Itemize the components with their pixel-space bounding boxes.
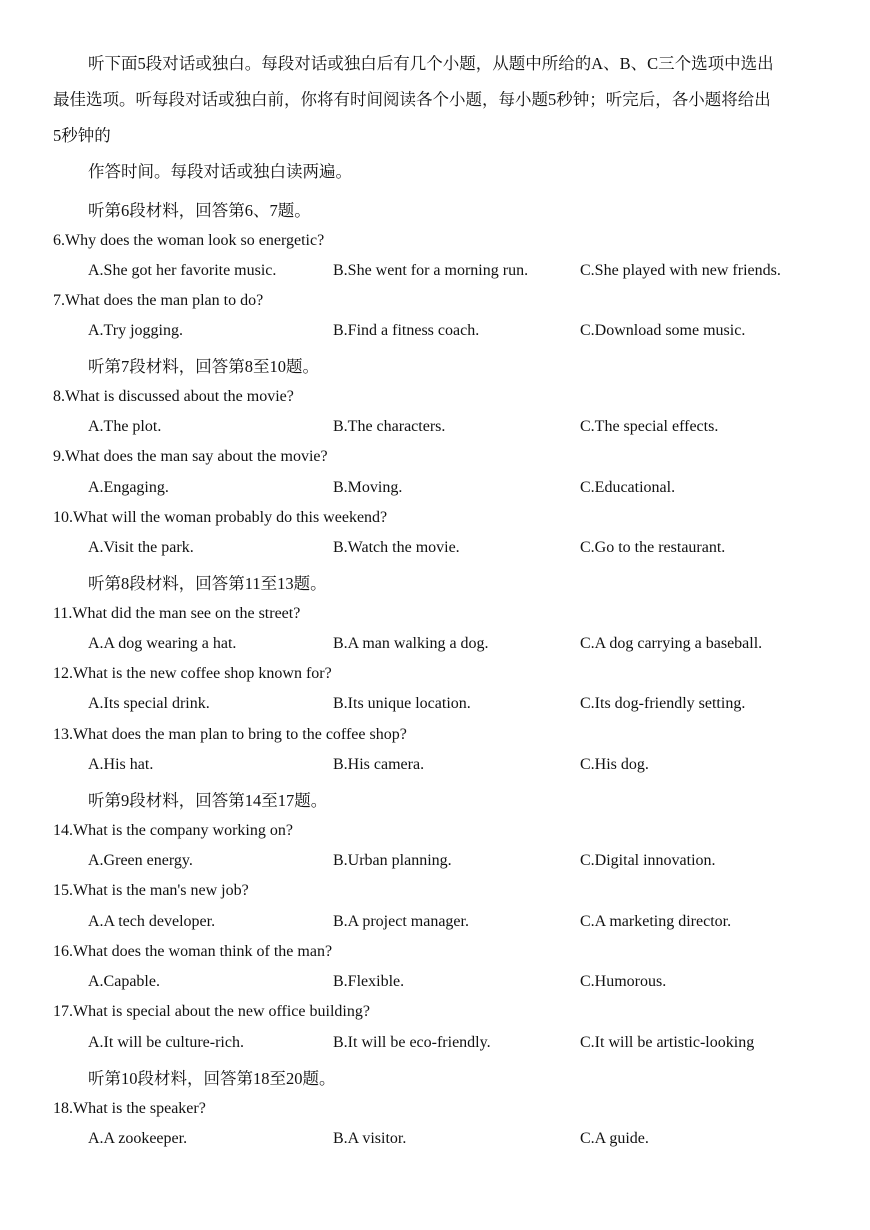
option-a: A.Try jogging. bbox=[88, 322, 183, 339]
instruction-line: 作答时间。每段对话或独白读两遍。 bbox=[88, 162, 352, 181]
option-a: A.A zookeeper. bbox=[88, 1130, 188, 1147]
option-b: B.She went for a morning run. bbox=[333, 262, 529, 279]
option-b: B.It will be eco-friendly. bbox=[333, 1034, 491, 1051]
option-a: A.Its special drink. bbox=[88, 695, 210, 712]
option-a: A.Visit the park. bbox=[88, 539, 194, 556]
option-c: C.His dog. bbox=[580, 756, 649, 773]
option-b: B.Find a fitness coach. bbox=[333, 322, 480, 339]
option-b: B.A visitor. bbox=[333, 1130, 407, 1147]
question-stem: 7.What does the man plan to do? bbox=[53, 292, 264, 309]
question-stem: 15.What is the man's new job? bbox=[53, 882, 249, 899]
instruction-line: 听下面5段对话或独白。每段对话或独白后有几个小题，从题中所给的A、B、C三个选项中选出 bbox=[88, 54, 774, 73]
option-b: B.Flexible. bbox=[333, 973, 405, 990]
option-a: A.The plot. bbox=[88, 418, 162, 435]
option-c: C.Go to the restaurant. bbox=[580, 539, 726, 556]
section-heading: 听第7段材料，回答第8至10题。 bbox=[88, 357, 319, 376]
question-stem: 12.What is the new coffee shop known for? bbox=[53, 665, 332, 682]
instruction-line: 5秒钟的 bbox=[53, 126, 111, 145]
option-a: A.Capable. bbox=[88, 973, 160, 990]
question-stem: 10.What will the woman probably do this weekend? bbox=[53, 509, 388, 526]
section-heading: 听第6段材料，回答第6、7题。 bbox=[88, 201, 311, 220]
option-b: B.A project manager. bbox=[333, 913, 469, 930]
option-b: B.Watch the movie. bbox=[333, 539, 460, 556]
question-stem: 8.What is discussed about the movie? bbox=[53, 388, 294, 405]
option-c: C.A marketing director. bbox=[580, 913, 732, 930]
option-c: C.Its dog-friendly setting. bbox=[580, 695, 746, 712]
option-a: A.It will be culture-rich. bbox=[88, 1034, 244, 1051]
option-b: B.Moving. bbox=[333, 479, 403, 496]
option-c: C.She played with new friends. bbox=[580, 262, 781, 279]
option-c: C.It will be artistic-looking bbox=[580, 1034, 755, 1051]
option-b: B.His camera. bbox=[333, 756, 425, 773]
section-heading: 听第9段材料，回答第14至17题。 bbox=[88, 791, 328, 810]
question-stem: 11.What did the man see on the street? bbox=[53, 605, 301, 622]
option-a: A.A tech developer. bbox=[88, 913, 216, 930]
option-c: C.Educational. bbox=[580, 479, 676, 496]
option-b: B.The characters. bbox=[333, 418, 446, 435]
option-a: A.His hat. bbox=[88, 756, 154, 773]
option-c: C.The special effects. bbox=[580, 418, 719, 435]
option-a: A.Green energy. bbox=[88, 852, 193, 869]
instructions bbox=[53, 46, 823, 190]
question-stem: 18.What is the speaker? bbox=[53, 1100, 206, 1117]
option-c: C.Humorous. bbox=[580, 973, 667, 990]
section-heading: 听第10段材料，回答第18至20题。 bbox=[88, 1069, 336, 1088]
option-b: B.Its unique location. bbox=[333, 695, 471, 712]
question-stem: 16.What does the woman think of the man? bbox=[53, 943, 333, 960]
instruction-line: 最佳选项。听每段对话或独白前，你将有时间阅读各个小题，每小题5秒钟；听完后，各小题将给出 bbox=[53, 90, 771, 109]
option-c: C.A guide. bbox=[580, 1130, 649, 1147]
option-c: C.A dog carrying a baseball. bbox=[580, 635, 763, 652]
question-stem: 6.Why does the woman look so energetic? bbox=[53, 232, 325, 249]
question-stem: 9.What does the man say about the movie? bbox=[53, 448, 328, 465]
option-c: C.Digital innovation. bbox=[580, 852, 716, 869]
question-stem: 14.What is the company working on? bbox=[53, 822, 293, 839]
option-c: C.Download some music. bbox=[580, 322, 746, 339]
option-a: A.She got her favorite music. bbox=[88, 262, 277, 279]
option-a: A.Engaging. bbox=[88, 479, 169, 496]
question-stem: 17.What is special about the new office building? bbox=[53, 1003, 370, 1020]
option-b: B.A man walking a dog. bbox=[333, 635, 489, 652]
option-b: B.Urban planning. bbox=[333, 852, 452, 869]
option-a: A.A dog wearing a hat. bbox=[88, 635, 237, 652]
question-stem: 13.What does the man plan to bring to the coffee shop? bbox=[53, 726, 407, 743]
section-heading: 听第8段材料，回答第11至13题。 bbox=[88, 574, 327, 593]
